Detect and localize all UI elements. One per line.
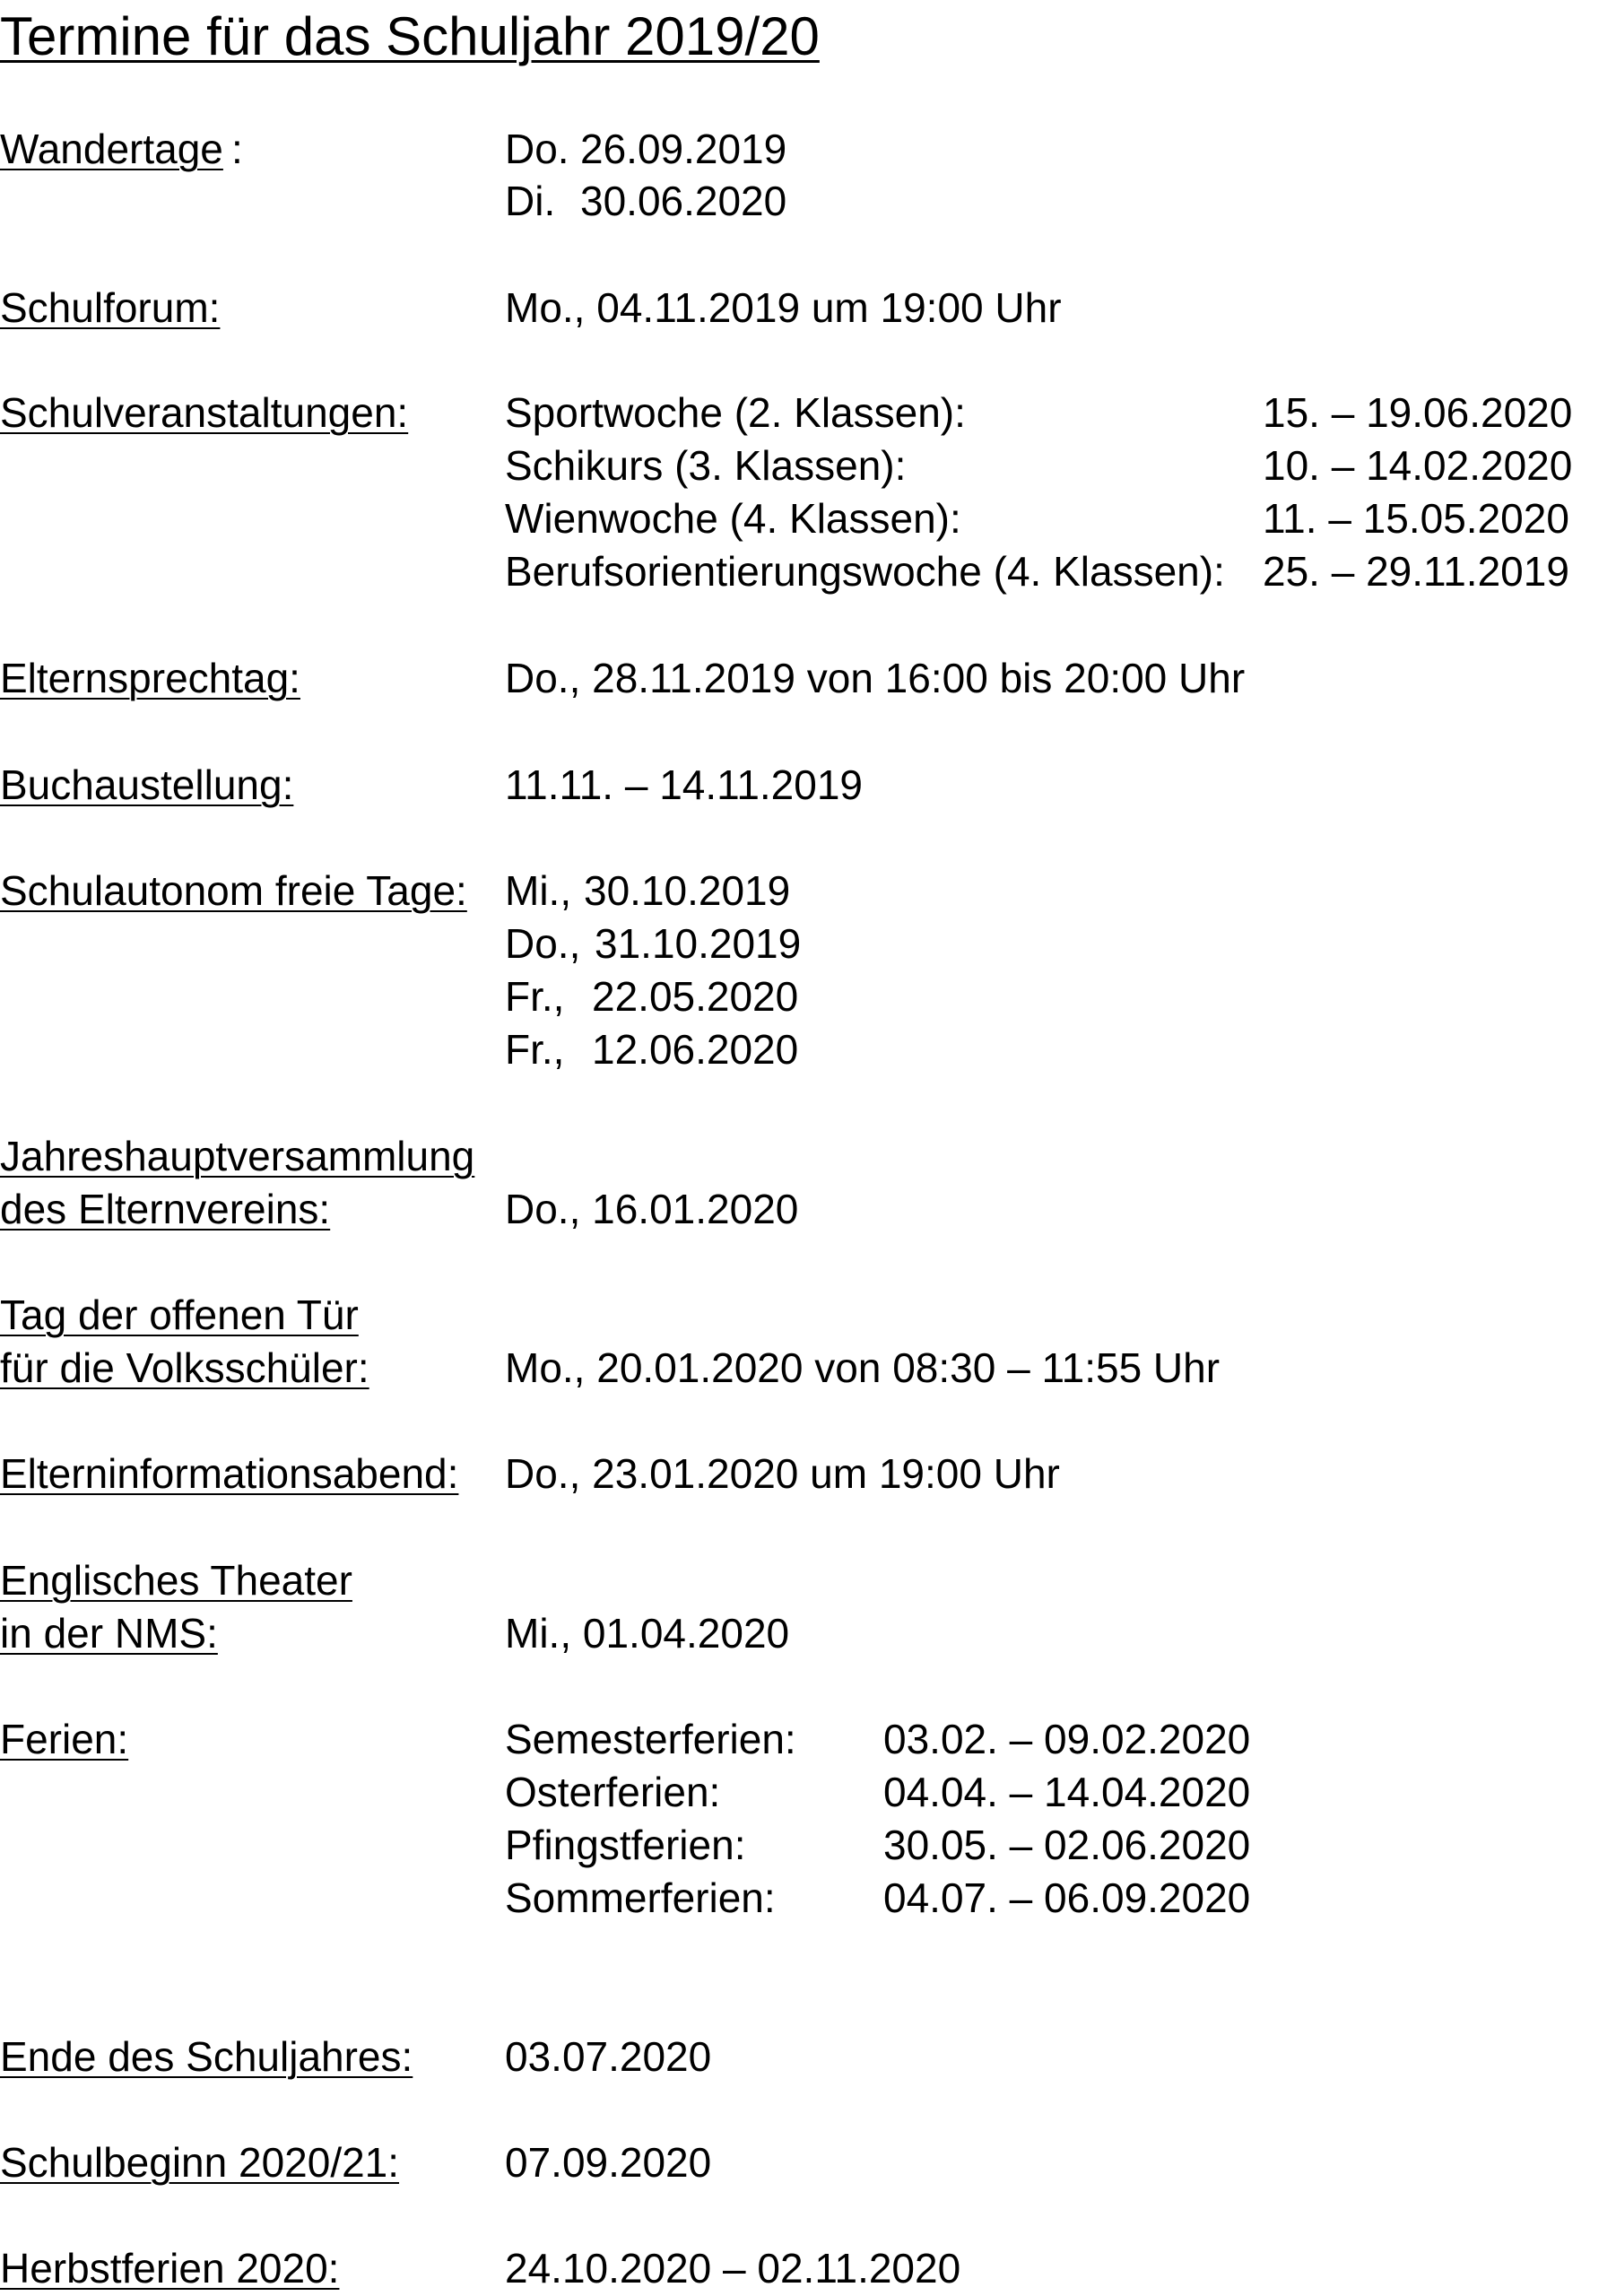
schulautonom-day-2: Do., [505,920,581,967]
schulautonom-row-3 [0,970,1616,1023]
ende-schuljahr-label: Ende des Schuljahres: [0,2033,413,2080]
ferien-item-dates: 04.07. – 06.09.2020 [883,1874,1251,1921]
schulveranstaltungen-row-3 [0,491,1616,545]
wandertage-row-1 [0,122,1616,176]
schulveranstaltungen-label: Schulveranstaltungen: [0,389,409,436]
schulveranstaltungen-row-2 [0,439,1616,492]
wandertage-date-2: 30.06.2020 [580,178,787,224]
ferien-row-4 [0,1871,1616,1925]
tag-offene-tuer-value: Mo., 20.01.2020 von 08:30 – 11:55 Uhr [505,1344,1221,1391]
elternsprechtag-label: Elternsprechtag: [0,655,300,701]
ferien-item-dates: 03.02. – 09.02.2020 [883,1716,1251,1762]
herbstferien-value: 24.10.2020 – 02.11.2020 [505,2245,961,2292]
englisches-theater-value: Mi., 01.04.2020 [505,1610,790,1657]
schulautonom-day-4: Fr., [505,1026,565,1073]
ende-schuljahr-value: 03.07.2020 [505,2033,712,2080]
ferien-row-2 [0,1765,1616,1819]
elterninformationsabend-row [0,1447,1616,1500]
schulveranstaltungen-item-name: Wienwoche (4. Klassen): [505,495,961,542]
schulautonom-date-1: 30.10.2019 [584,867,791,914]
schulveranstaltungen-row-1 [0,386,1616,439]
wandertage-date-1: 26.09.2019 [580,126,787,172]
englisches-theater-label-line1: Englisches Theater [0,1557,352,1604]
schulveranstaltungen-item-name: Sportwoche (2. Klassen): [505,389,966,436]
schulautonom-date-3: 22.05.2020 [592,973,799,1020]
schulautonom-row-2 [0,917,1616,970]
wandertage-day-2: Di. [505,178,556,224]
ferien-item-name: Semesterferien: [505,1716,796,1762]
wandertage-row-2 [0,174,1616,228]
tag-offene-tuer-row-2 [0,1341,1616,1395]
ferien-label: Ferien: [0,1716,129,1762]
ferien-item-name: Osterferien: [505,1769,721,1815]
schulveranstaltungen-item-name: Schikurs (3. Klassen): [505,442,907,489]
jahreshauptversammlung-value: Do., 16.01.2020 [505,1186,799,1232]
wandertage-label: Wandertage [0,126,223,172]
wandertage-colon: : [231,126,243,172]
tag-offene-tuer-label-line2: für die Volksschüler: [0,1344,369,1391]
ferien-item-dates: 04.04. – 14.04.2020 [883,1769,1251,1815]
buchaustellung-row [0,758,1616,812]
schulbeginn-value: 07.09.2020 [505,2139,712,2186]
schulveranstaltungen-item-dates: 10. – 14.02.2020 [1263,442,1573,489]
schulforum-value: Mo., 04.11.2019 um 19:00 Uhr [505,284,1062,331]
schulveranstaltungen-item-dates: 11. – 15.05.2020 [1263,495,1569,542]
ferien-row-3 [0,1818,1616,1872]
englisches-theater-row-2 [0,1606,1616,1660]
schulveranstaltungen-item-dates: 15. – 19.06.2020 [1263,389,1573,436]
schulveranstaltungen-row-4 [0,544,1616,598]
buchaustellung-value: 11.11. – 14.11.2019 [505,761,864,808]
herbstferien-row [0,2241,1616,2295]
schulautonom-label: Schulautonom freie Tage: [0,867,467,914]
herbstferien-label: Herbstferien 2020: [0,2245,340,2292]
schulforum-label: Schulforum: [0,284,221,331]
englisches-theater-label-line2: in der NMS: [0,1610,218,1657]
schulautonom-date-4: 12.06.2020 [592,1026,799,1073]
schulautonom-date-2: 31.10.2019 [595,920,802,967]
elterninformationsabend-value: Do., 23.01.2020 um 19:00 Uhr [505,1450,1060,1497]
jahreshauptversammlung-row-1 [0,1129,1616,1183]
englisches-theater-row-1 [0,1553,1616,1607]
tag-offene-tuer-row-1 [0,1288,1616,1342]
schulbeginn-row [0,2135,1616,2189]
schulautonom-row-4 [0,1022,1616,1076]
page-title: Termine für das Schuljahr 2019/20 [0,6,820,66]
ferien-row-1 [0,1712,1616,1766]
schulforum-row [0,281,1616,335]
jahreshauptversammlung-label-line1: Jahreshauptversammlung [0,1133,475,1179]
elternsprechtag-value: Do., 28.11.2019 von 16:00 bis 20:00 Uhr [505,655,1246,701]
jahreshauptversammlung-label-line2: des Elternvereins: [0,1186,331,1232]
schulautonom-day-3: Fr., [505,973,565,1020]
ferien-item-dates: 30.05. – 02.06.2020 [883,1822,1251,1868]
schulveranstaltungen-item-dates: 25. – 29.11.2019 [1263,548,1569,595]
ferien-item-name: Pfingstferien: [505,1822,746,1868]
jahreshauptversammlung-row-2 [0,1182,1616,1236]
schulveranstaltungen-item-name: Berufsorientierungswoche (4. Klassen): [505,548,1225,595]
elternsprechtag-row [0,651,1616,705]
tag-offene-tuer-label-line1: Tag der offenen Tür [0,1292,359,1338]
schulautonom-day-1: Mi., [505,867,572,914]
schulautonom-row-1 [0,864,1616,918]
ferien-item-name: Sommerferien: [505,1874,776,1921]
buchaustellung-label: Buchaustellung: [0,761,294,808]
schulbeginn-label: Schulbeginn 2020/21: [0,2139,400,2186]
elterninformationsabend-label: Elterninformationsabend: [0,1450,459,1497]
ende-schuljahr-row [0,2030,1616,2083]
wandertage-day-1: Do. [505,126,569,172]
